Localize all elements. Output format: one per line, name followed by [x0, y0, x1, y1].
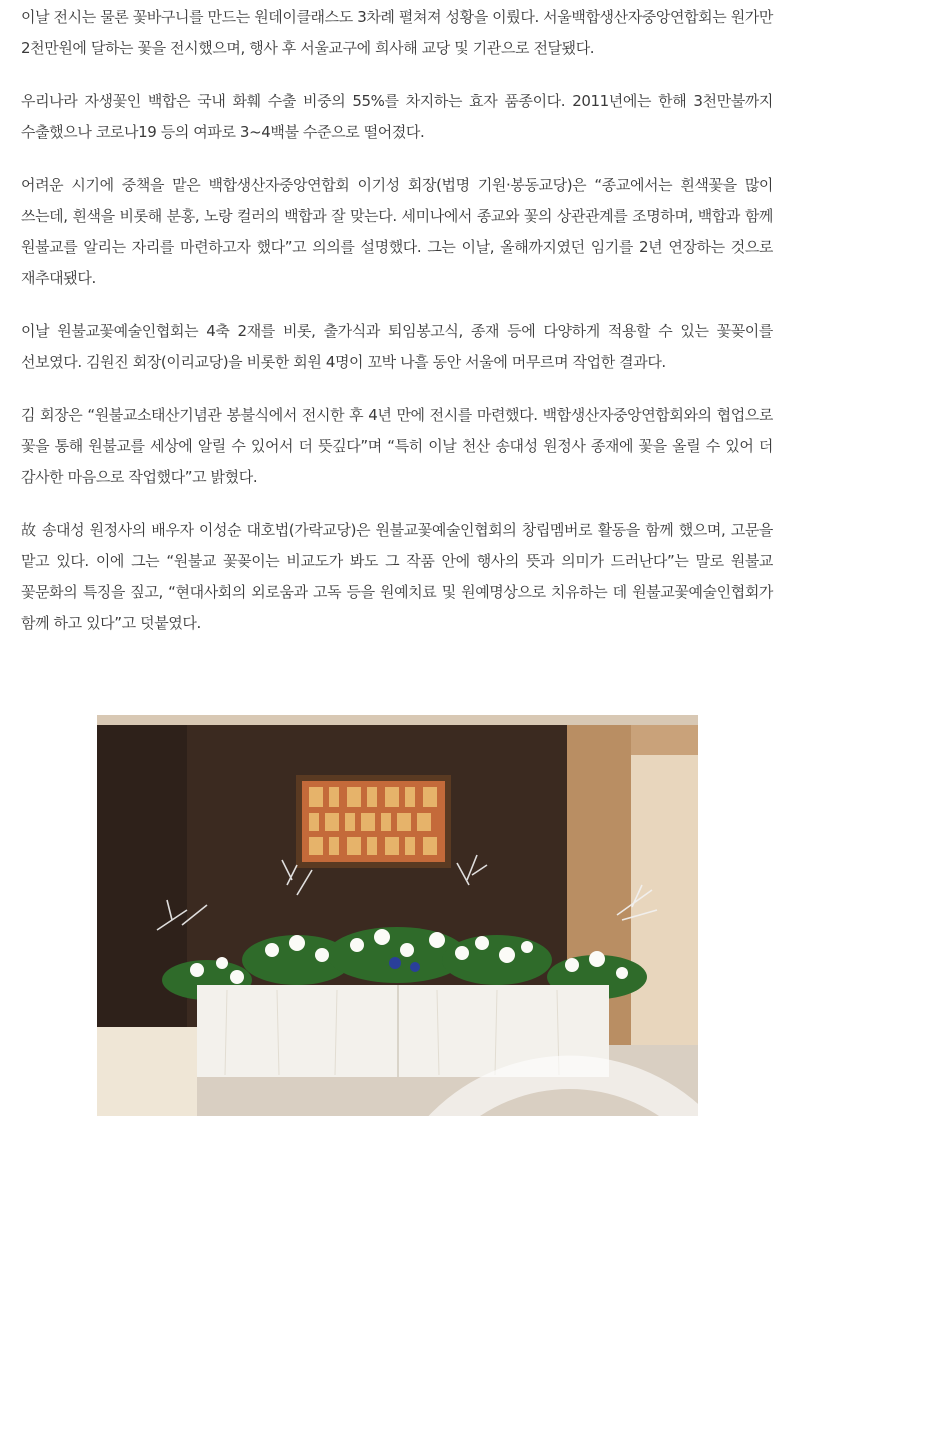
- newspaper-logo-icon: [312, 1050, 827, 1451]
- article-body: [21, 0, 773, 661]
- newspaper-watermark: [312, 1050, 947, 1451]
- watermark-text: 원불교신문: [835, 1219, 940, 1287]
- article-photo: [97, 715, 940, 1287]
- article-paragraph: 이날 전시는 물론 꽃바구니를 만드는 원데이클래스도 3차례 펼쳐져 성황을 이뤘다. 서울백합생산자중앙연합회는 원가만 2천만원에 달하는 꽃을 전시했으며, 행사 후 서울교구에 희사해 교당 및 기관으로 전달됐다.: [21, 8, 773, 57]
- article-paragraph: 故 송대성 원정사의 배우자 이성순 대호법(가락교당)은 원불교꽃예술인협회의 창립멤버로 활동을 함께 했으며, 고문을 맡고 있다. 이에 그는 “원불교 꽃꽂이는 비교도가 봐도 그 작품 안에 행사의 뜻과 의미가 드러난다”는 말로 원불교 꽃문화의 특징을 짚고, “현대사회의 외로움과 고독 등을 원예치료 및 원예명상으로 치유하는 데 원불교꽃예술인협회가 함께 하고 있다”고 덧붙였다.: [21, 521, 773, 632]
- article-paragraph: 이날 원불교꽃예술인협회는 4축 2재를 비롯, 출가식과 퇴임봉고식, 종재 등에 다양하게 적용할 수 있는 꽃꽂이를 선보였다. 김원진 회장(이리교당)을 비롯한 회원 4명이 꼬박 나흘 동안 서울에 머무르며 작업한 결과다.: [21, 322, 773, 371]
- article-paragraph: 김 회장은 “원불교소태산기념관 봉불식에서 전시한 후 4년 만에 전시를 마련했다. 백합생산자중앙연합회와의 협업으로 꽃을 통해 원불교를 세상에 알릴 수 있어서 더 뜻깊다”며 “특히 이날 천산 송대성 원정사 종재에 꽃을 올릴 수 있어 더 감사한 마음으로 작업했다”고 밝혔다.: [21, 406, 773, 486]
- article-paragraph: 어려운 시기에 중책을 맡은 백합생산자중앙연합회 이기성 회장(법명 기원·봉동교당)은 “종교에서는 흰색꽃을 많이 쓰는데, 흰색을 비롯해 분홍, 노랑 컬러의 백합과 잘 맞는다. 세미나에서 종교와 꽃의 상관관계를 조명하며, 백합과 함께 원불교를 알리는 자리를 마련하고자 했다”고 의의를 설명했다. 그는 이날, 올해까지였던 임기를 2년 연장하는 것으로 재추대됐다.: [21, 176, 773, 287]
- article-paragraph: 우리나라 자생꽃인 백합은 국내 화훼 수출 비중의 55%를 차지하는 효자 품종이다. 2011년에는 한해 3천만불까지 수출했으나 코로나19 등의 여파로 3~4백불 수준으로 떨어졌다.: [21, 92, 773, 141]
